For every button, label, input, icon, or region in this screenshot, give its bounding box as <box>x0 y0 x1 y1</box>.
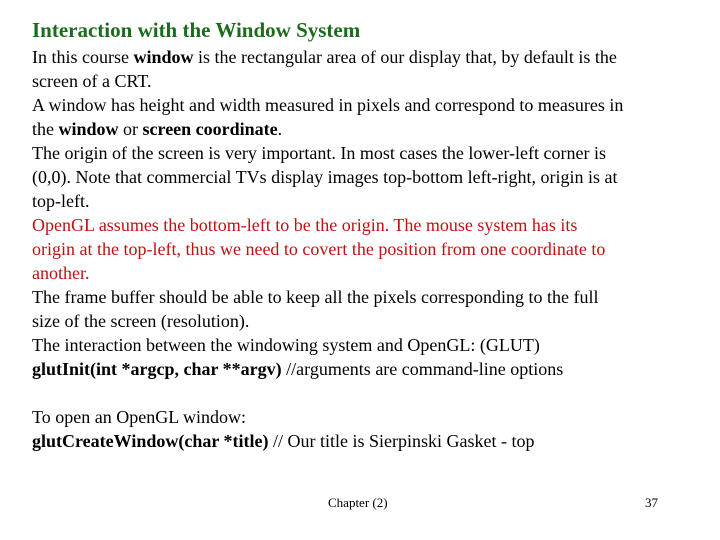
text-line: To open an OpenGL window: <box>32 407 247 427</box>
footer-chapter: Chapter (2) <box>328 495 388 510</box>
text-line <box>32 45 623 69</box>
blank-line <box>32 381 623 405</box>
text-line: The origin of the screen is very important. In most cases the lower-left corner is <box>32 143 606 163</box>
bold-term: screen coordinate <box>142 119 278 139</box>
text-line: The frame buffer should be able to keep all the pixels corresponding to the full <box>32 287 599 307</box>
text-line: screen of a CRT. <box>32 71 152 91</box>
slide-body <box>32 45 623 453</box>
code-comment: //arguments are command-line options <box>281 359 564 379</box>
text-line: The interaction between the windowing system and OpenGL: (GLUT) <box>32 335 540 355</box>
code-line <box>32 357 623 381</box>
slide-title: Interaction with the Window System <box>32 18 361 42</box>
bold-term: window <box>133 47 194 67</box>
page-number: 37 <box>645 495 658 510</box>
highlighted-line: OpenGL assumes the bottom-left to be the origin. The mouse system has its <box>32 215 578 235</box>
code-function: glutInit(int *argcp, char **argv) <box>32 359 282 379</box>
text-line <box>32 117 623 141</box>
text-line: top-left. <box>32 191 90 211</box>
code-line <box>32 429 623 453</box>
text-line: size of the screen (resolution). <box>32 311 250 331</box>
text: or <box>118 119 143 139</box>
text: is the rectangular area of our display that, by default is the <box>193 47 617 67</box>
text: . <box>277 119 283 139</box>
text-line: (0,0). Note that commercial TVs display images top-bottom left-right, origin is at <box>32 167 618 187</box>
bold-term: window <box>58 119 119 139</box>
code-function: glutCreateWindow(char *title) <box>32 431 269 451</box>
text: In this course <box>32 47 134 67</box>
highlighted-line: origin at the top-left, thus we need to covert the position from one coordinate to <box>32 239 606 259</box>
text-line: A window has height and width measured in pixels and correspond to measures in <box>32 95 624 115</box>
highlighted-line: another. <box>32 263 90 283</box>
text: the <box>32 119 59 139</box>
code-comment: // Our title is Sierpinski Gasket - top <box>268 431 535 451</box>
